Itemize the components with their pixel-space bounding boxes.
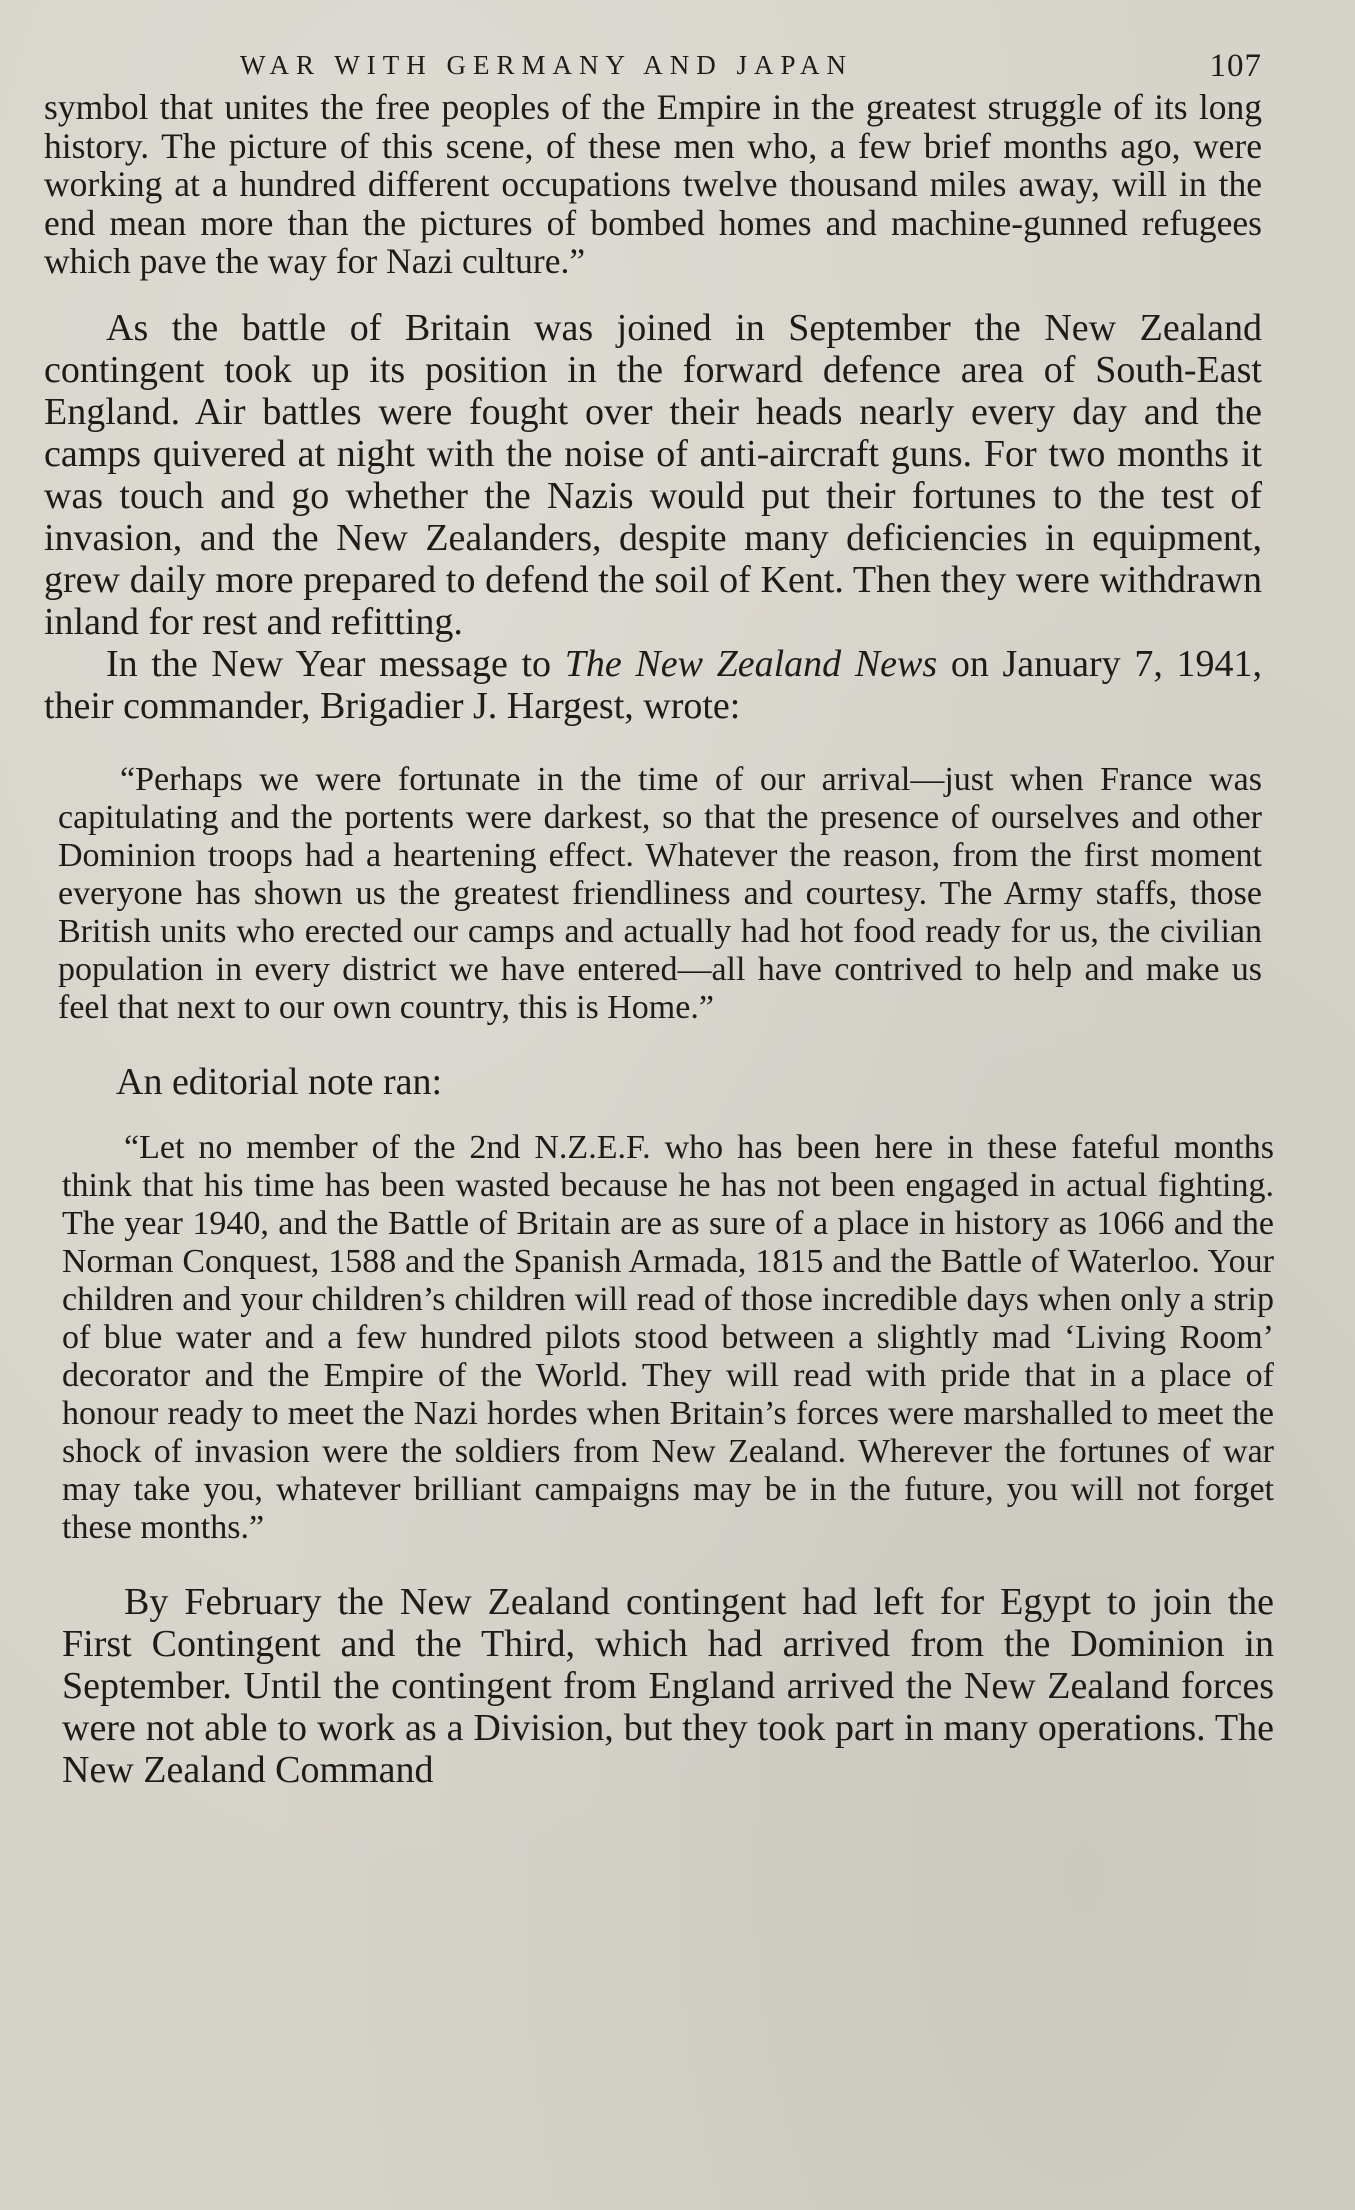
spacer — [44, 281, 1262, 307]
page-content — [44, 44, 1274, 1791]
running-title: WAR WITH GERMANY AND JAPAN — [240, 50, 854, 80]
spacer — [44, 727, 1262, 761]
hargest-quote: “Perhaps we were fortunate in the time of our arrival—just when France was capitulating and the portents were darkest, so that the presence of ourselves and other Dominion troops had a heartening effect. Whatever the reason, from the first moment everyone has shown us the greatest friendliness and courtesy. The Army staffs, those British units who erected our camps and actually had hot food ready for us, the civilian population in every district we have entered—all have contrived to help and make us feel that next to our own country, this is Home.” — [58, 760, 1262, 1026]
paragraph-text: on January 7, 1941, their commander, Brigadier J. Hargest, wrote: — [44, 642, 1262, 727]
paragraph-battle-of-britain: As the battle of Britain was joined in September the New Zealand contingent took up its position in the forward defence area of South-East England. Air battles were fought over their heads nearly every day and the camps quivered at night with the noise of anti-aircraft guns. For two months it was touch and go whether the Nazis would put their fortunes to the test of invasion, and the New Zealanders, despite many deficiencies in equipment, grew daily more prepared to defend the soil of Kent. Then they were withdrawn inland for rest and refitting. — [44, 306, 1262, 643]
spacer — [44, 1103, 1262, 1129]
final-paragraph-wrapper — [44, 1581, 1274, 1791]
page-number: 107 — [1209, 48, 1262, 84]
editorial-quote: “Let no member of the 2nd N.Z.E.F. who has been here in these fateful months think that his time has been wasted because he has not been engaged in actual fighting. The year 1940, and the Battle of Britain are as sure of a place in history as 1066 and the Norman Conquest, 1588 and the Spanish Armada, 1815 and the Battle of Waterloo. Your children and your children’s children will read of those incredible days when only a strip of blue water and a few hundred pilots stood between a slightly mad ‘Living Room’ decorator and the Empire of the World. They will read with pride that in a place of honour ready to meet the Nazi hordes when Britain’s forces were marshalled to meet the shock of invasion were the soldiers from New Zealand. Wherever the fortunes of war may take you, whatever brilliant campaigns may be in the future, you will not forget these months.” — [62, 1128, 1274, 1546]
spacer — [44, 1027, 1262, 1061]
newspaper-title: The New Zealand News — [564, 642, 938, 685]
running-head — [44, 44, 1262, 88]
paragraph-egypt: By February the New Zealand contingent had left for Egypt to join the First Contingent and the Third, which had arrived from the Dominion in September. Until the contingent from England arrived the New Zealand forces were not able to work as a Division, but they took part in many operations. The New Zealand Command — [62, 1580, 1274, 1791]
paragraph-new-year-message — [44, 643, 1262, 727]
paragraph-continued-quote: symbol that unites the free peoples of the Empire in the greatest struggle of its long history. The picture of this scene, of these men who, a few brief months ago, were working at a hundred different occupations twelve thousand miles away, will in the end mean more than the pictures of bombed homes and machine-gunned refugees which pave the way for Nazi culture.” — [44, 87, 1262, 281]
paragraph-text: In the New Year message to — [106, 642, 565, 685]
editorial-intro: An editorial note ran: — [116, 1060, 443, 1103]
spacer — [44, 1547, 1262, 1581]
